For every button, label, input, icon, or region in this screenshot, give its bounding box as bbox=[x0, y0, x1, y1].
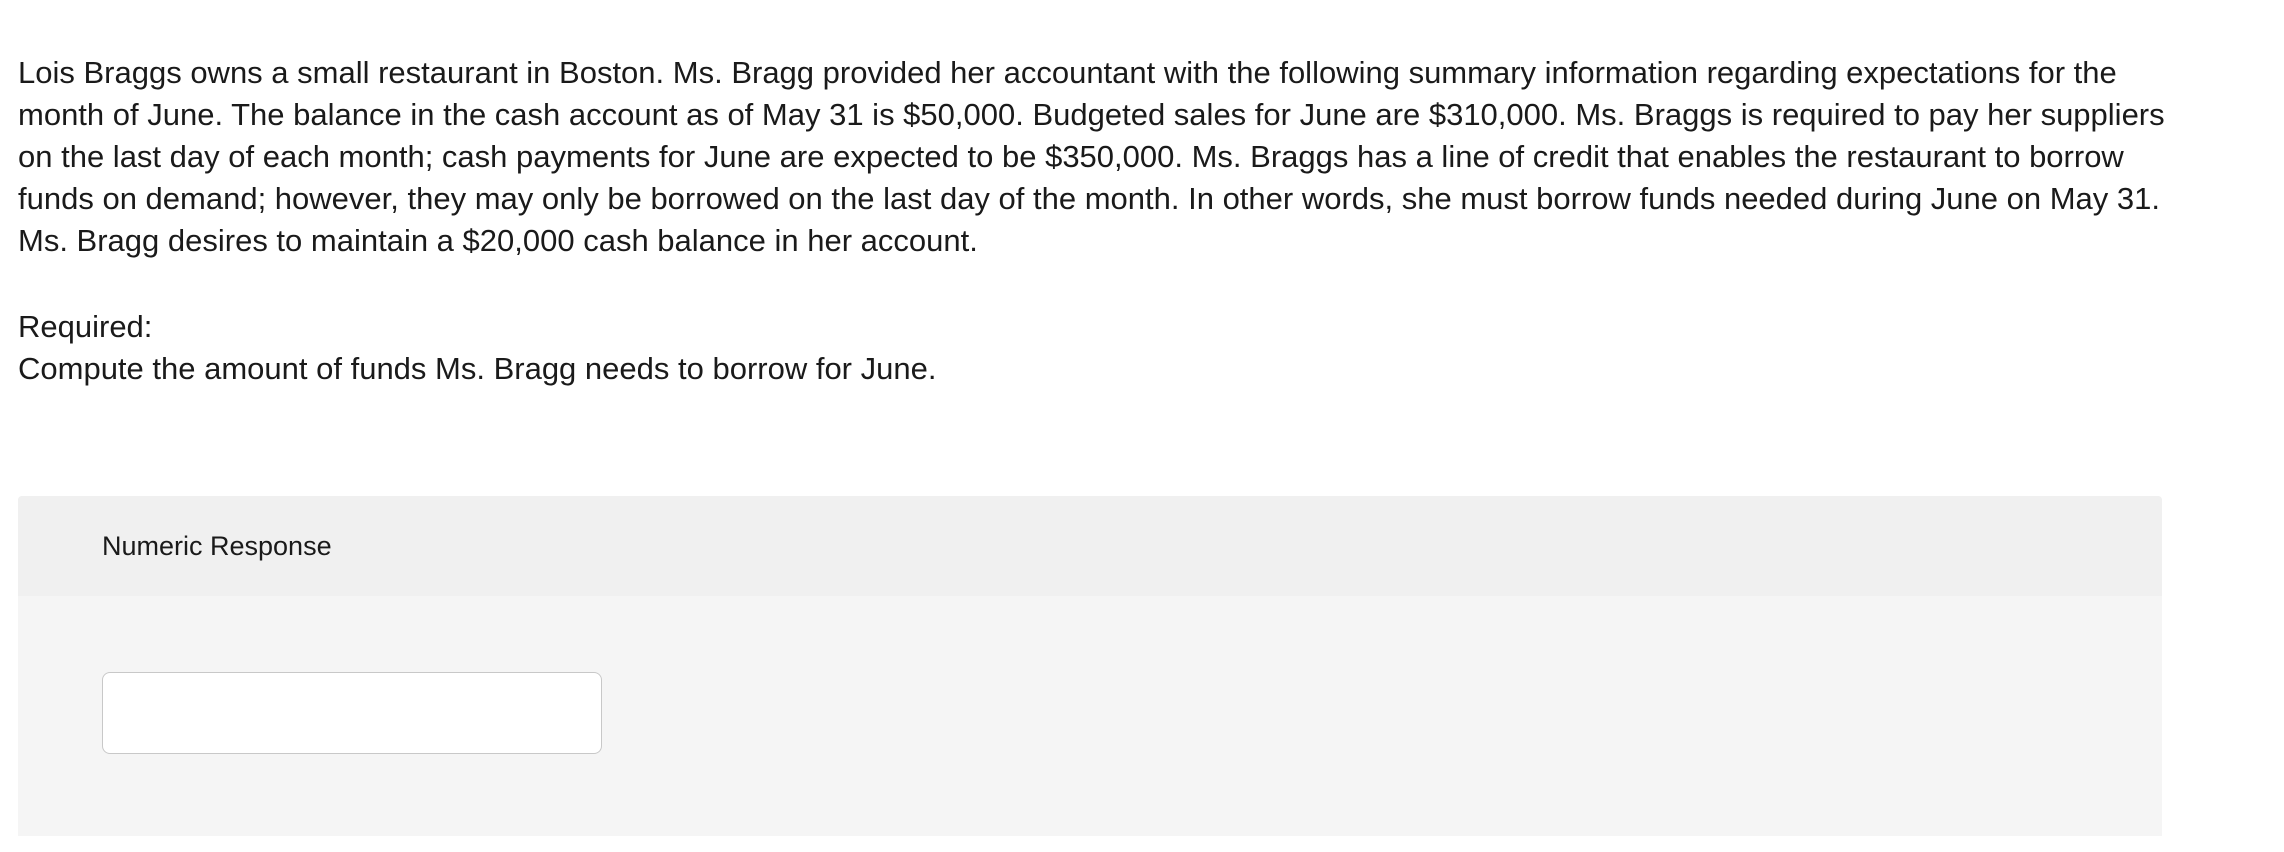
required-section bbox=[18, 306, 936, 390]
numeric-response-header bbox=[18, 496, 2162, 596]
required-label: Required: bbox=[18, 309, 153, 344]
question-paragraph: Lois Braggs owns a small restaurant in Boston. Ms. Bragg provided her accountant with the following summary information regarding expectations for the month of June. The balance in the cash account as of May 31 is $50,000. Budgeted sales for June are $310,000. Ms. Braggs is required to pay her suppliers on the last day of each month; cash payments for June are expected to be $350,000. Ms. Braggs has a line of credit that enables the restaurant to borrow funds on demand; however, they may only be borrowed on the last day of the month. In other words, she must borrow funds needed during June on May 31. Ms. Bragg desires to maintain a $20,000 cash balance in her account. bbox=[18, 55, 2165, 258]
required-instruction: Compute the amount of funds Ms. Bragg needs to borrow for June. bbox=[18, 351, 937, 386]
question-text bbox=[18, 52, 2198, 262]
numeric-response-title: Numeric Response bbox=[102, 531, 332, 561]
numeric-answer-input[interactable] bbox=[102, 672, 602, 754]
numeric-response-panel bbox=[18, 496, 2162, 836]
